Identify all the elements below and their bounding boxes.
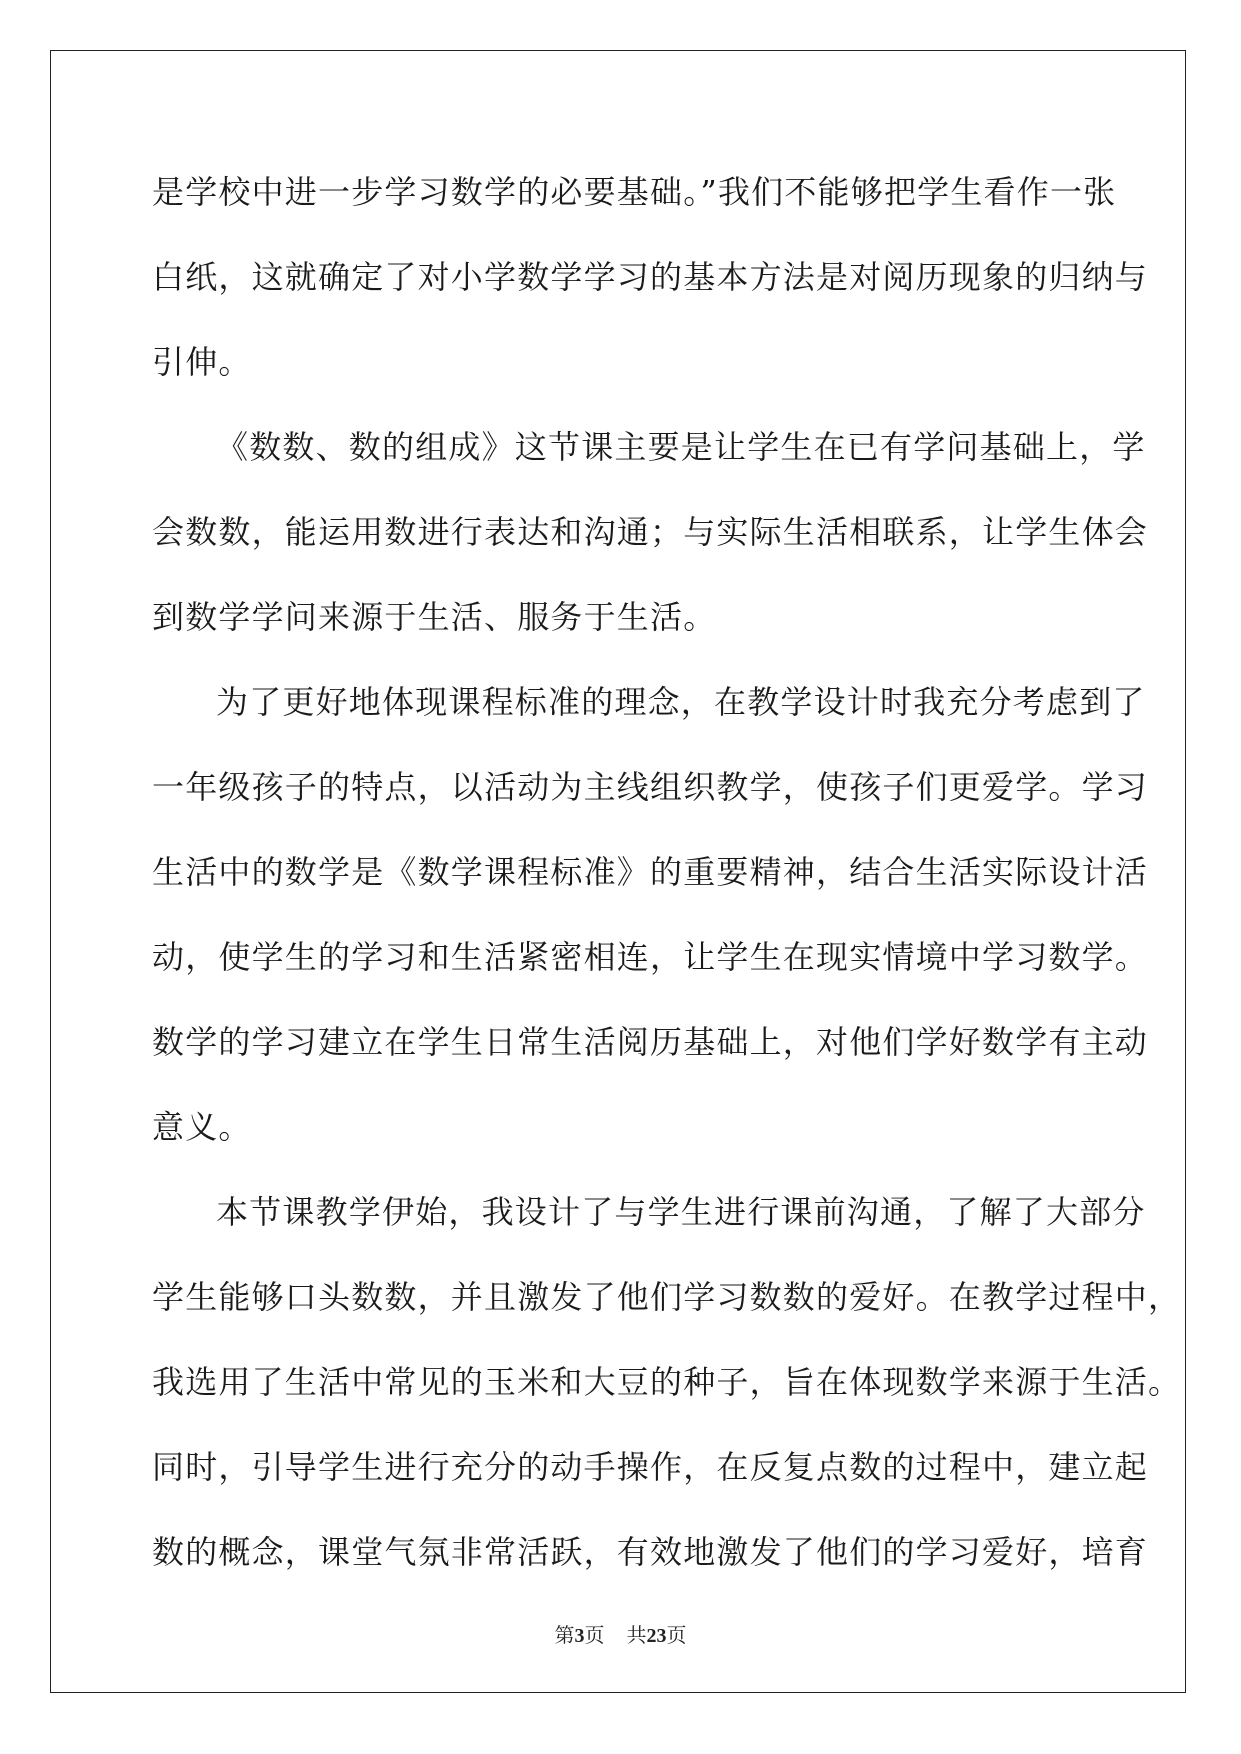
text-line: 数的概念，课堂气氛非常活跃，有效地激发了他们的学习爱好，培育 — [152, 1533, 1149, 1571]
text-line: 到数学学问来源于生活、服务于生活。 — [152, 598, 717, 636]
footer-total-prefix: 共 — [626, 1625, 647, 1647]
text-line: 《数数、数的组成》这节课主要是让学生在已有学问基础上，学 — [216, 428, 1146, 466]
text-line: 会数数，能运用数进行表达和沟通；与实际生活相联系，让学生体会 — [152, 513, 1149, 551]
text-line: 一年级孩子的特点，以活动为主线组织教学，使孩子们更爱学。学习 — [152, 768, 1149, 806]
footer-total-suffix: 页 — [666, 1625, 687, 1647]
footer-total-pages: 23 — [646, 1625, 667, 1647]
footer-page-suffix: 页 — [584, 1625, 605, 1647]
text-line: 意义。 — [152, 1108, 252, 1146]
text-line: 引伸。 — [152, 343, 252, 381]
footer-page-number: 3 — [574, 1625, 585, 1647]
text-line: 同时，引导学生进行充分的动手操作，在反复点数的过程中，建立起 — [152, 1448, 1149, 1486]
page-footer — [0, 1619, 1241, 1648]
text-line: 本节课教学伊始，我设计了与学生进行课前沟通，了解了大部分 — [216, 1193, 1146, 1231]
text-line: 为了更好地体现课程标准的理念，在教学设计时我充分考虑到了 — [216, 683, 1146, 721]
text-line: 学生能够口头数数，并且激发了他们学习数数的爱好。在教学过程中， — [152, 1278, 1182, 1316]
text-line: 是学校中进一步学习数学的必要基础。”我们不能够把学生看作一张 — [152, 173, 1117, 211]
text-line: 白纸，这就确定了对小学数学学习的基本方法是对阅历现象的归纳与 — [152, 258, 1149, 296]
footer-page-prefix: 第 — [554, 1625, 575, 1647]
text-line: 动，使学生的学习和生活紧密相连，让学生在现实情境中学习数学。 — [152, 938, 1149, 976]
text-line: 数学的学习建立在学生日常生活阅历基础上，对他们学好数学有主动 — [152, 1023, 1149, 1061]
text-line: 生活中的数学是《数学课程标准》的重要精神，结合生活实际设计活 — [152, 853, 1149, 891]
text-line: 我选用了生活中常见的玉米和大豆的种子，旨在体现数学来源于生活。 — [152, 1363, 1182, 1401]
document-body — [152, 162, 1182, 1607]
